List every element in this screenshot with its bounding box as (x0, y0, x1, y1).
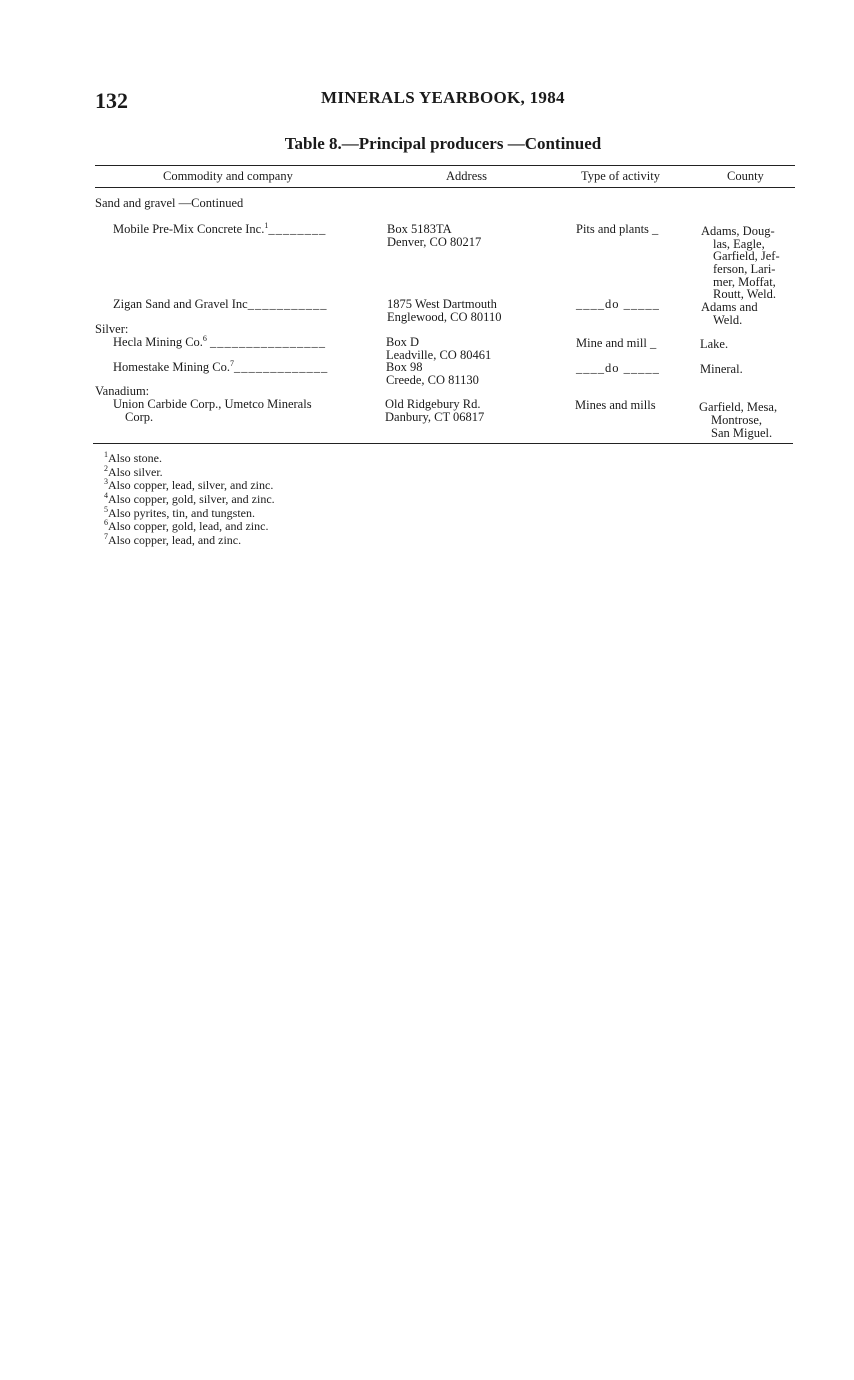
table-bottom-rule (93, 443, 793, 444)
company-name: Hecla Mining Co.$^6$ ________________ (113, 334, 327, 349)
county-line: San Miguel. (711, 426, 773, 440)
county-line: Lake. (700, 337, 729, 351)
column-header-commodity: Commodity and company (163, 169, 293, 183)
column-header-county: County (727, 169, 764, 183)
section-sand-gravel: Sand and gravel —Continued (95, 196, 244, 210)
activity-cell: Pits and plants _ (576, 222, 659, 236)
company-name: Zigan Sand and Gravel Inc___________ (113, 297, 328, 311)
table-top-rule (95, 165, 795, 166)
section-vanadium: Vanadium: (95, 384, 150, 398)
leader-dashes: ___________ (247, 297, 328, 311)
address-line: Box D (386, 335, 419, 349)
county-line: ferson, Lari- (713, 262, 776, 276)
table-title-text: Table 8.—Principal producers —Continued (284, 134, 602, 153)
company-name: Union Carbide Corp., Umetco Minerals (113, 397, 312, 411)
running-head: MINERALS YEARBOOK, 1984 (321, 88, 565, 107)
address-line: Danbury, CT 06817 (385, 410, 485, 424)
county-line: Adams and (701, 300, 758, 314)
county-line: Routt, Weld. (713, 287, 777, 301)
address-line: Denver, CO 80217 (387, 235, 482, 249)
address-line: Creede, CO 81130 (386, 373, 479, 387)
company-name: Homestake Mining Co.$^7$_____________ (113, 359, 329, 374)
county-line: Weld. (713, 313, 743, 327)
county-line: Montrose, (711, 413, 763, 427)
county-line: Mineral. (700, 362, 743, 376)
activity-cell: ____do _____ (576, 297, 660, 311)
footnote: $^4$Also copper, gold, silver, and zinc. (104, 491, 275, 506)
footnote: $^2$Also silver. (104, 464, 163, 479)
footnote: $^7$Also copper, lead, and zinc. (104, 532, 242, 547)
footnote-ref: 7 (230, 359, 235, 368)
address-line: 1875 West Dartmouth (387, 297, 497, 311)
table-header-rule (95, 187, 795, 188)
column-header-address: Address (446, 169, 487, 183)
county-line: mer, Moffat, (713, 275, 776, 289)
footnote-ref: 6 (202, 334, 207, 343)
leader-dashes: ________________ (210, 335, 327, 349)
county-line: Garfield, Mesa, (699, 400, 778, 414)
footnote: $^1$Also stone. (104, 450, 162, 465)
leader-dashes: _____________ (234, 360, 329, 374)
footnote-ref: 1 (264, 221, 269, 230)
activity-cell: Mines and mills (575, 398, 656, 412)
company-name: Mobile Pre-Mix Concrete Inc.$^1$________ (113, 221, 327, 236)
footnote: $^5$Also pyrites, tin, and tungsten. (104, 505, 255, 520)
address-line: Box 5183TA (387, 222, 452, 236)
table-title (0, 134, 854, 154)
footnote: $^6$Also copper, gold, lead, and zinc. (104, 518, 269, 533)
activity-cell: Mine and mill _ (576, 336, 657, 350)
county-line: las, Eagle, (713, 237, 765, 251)
footnote: $^3$Also copper, lead, silver, and zinc. (104, 477, 274, 492)
column-header-activity: Type of activity (581, 169, 660, 183)
page-number: 132 (95, 88, 128, 113)
address-line: Englewood, CO 80110 (387, 310, 502, 324)
company-name-continued: Corp. (125, 410, 154, 424)
county-line: Adams, Doug- (701, 224, 775, 238)
activity-cell: ____do _____ (576, 361, 660, 375)
address-line: Old Ridgebury Rd. (385, 397, 481, 411)
address-line: Box 98 (386, 360, 423, 374)
leader-dashes: ________ (268, 222, 327, 236)
address-line: Leadville, CO 80461 (386, 348, 492, 362)
county-line: Garfield, Jef- (713, 249, 780, 263)
section-silver: Silver: (95, 322, 129, 336)
